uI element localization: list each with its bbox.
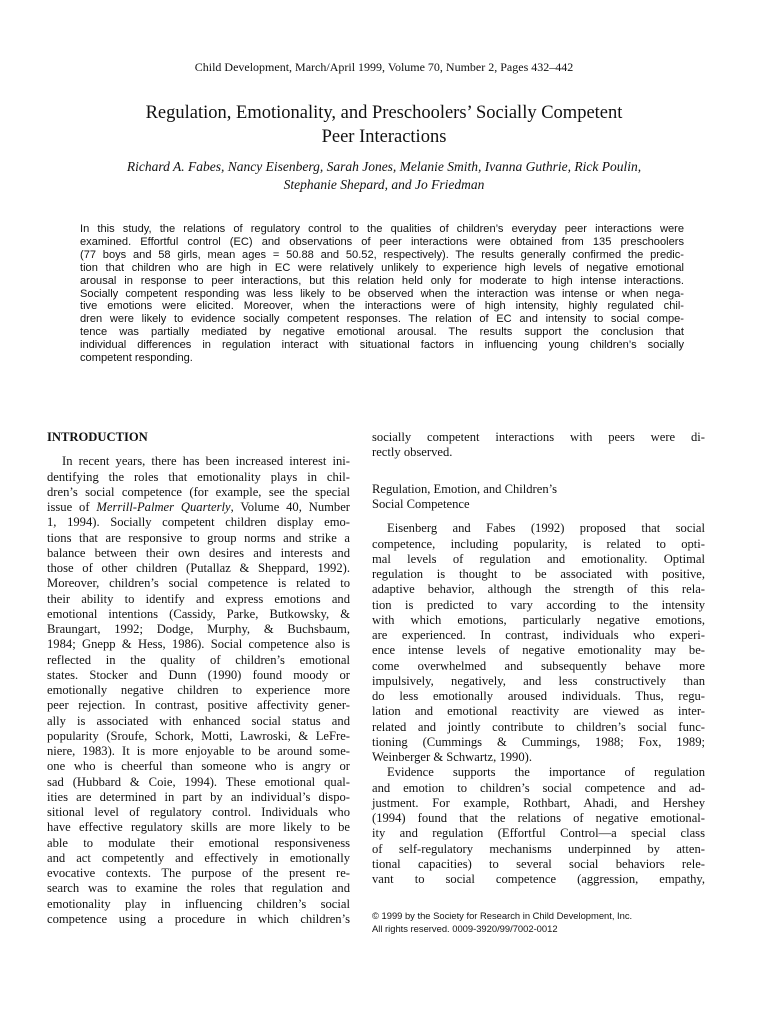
body-line: have effective regulatory skills are more likely to be — [47, 820, 350, 835]
author-list — [60, 158, 708, 193]
body-line: ally is associated with enhanced social status and — [47, 713, 350, 728]
body-line: ence intense levels of negative emotionality may be- — [372, 643, 705, 658]
spacer — [372, 461, 705, 476]
body-line: evocative contexts. The purpose of the present re- — [47, 866, 350, 880]
copyright-line: © 1999 by the Society for Research in Child Development, Inc. — [372, 910, 633, 921]
body-line: 1, 1994). Socially competent children display emo- — [47, 515, 350, 530]
body-line: 1984; Gnepp & Hess, 1986). Social competence also is — [47, 637, 350, 652]
body-line: regulation is thought to be associated with positive, — [372, 567, 705, 581]
subsection-heading: Social Competence — [372, 497, 470, 511]
body-line: and act competently and effectively in emotionally — [47, 850, 350, 865]
body-line: popularity (Sroufe, Schork, Motti, Lawroski, & LeFre- — [47, 728, 350, 743]
journal-name: Merrill-Palmer Quarterly — [96, 500, 231, 514]
body-line: tion is predicted to vary according to the intensity — [372, 597, 705, 612]
body-line: one who is cheerful than someone who is angry or — [47, 759, 350, 774]
body-line: Eisenberg and Fabes (1992) proposed that social — [387, 521, 705, 536]
body-line: emotionality play in influencing children’s social — [47, 896, 350, 911]
abstract — [80, 223, 684, 365]
abstract-line: dren were likely to evidence socially competent responses. The relation of EC and intensity to social compe- — [80, 313, 684, 326]
spacer — [372, 512, 705, 521]
section-heading-introduction: INTRODUCTION — [47, 430, 148, 444]
body-line: related and jointly contribute to children’s social func- — [372, 719, 705, 734]
title-line: Peer Interactions — [321, 127, 447, 147]
spacer — [47, 445, 350, 454]
body-line: dentifying the roles that emotionality plays in chil- — [47, 469, 350, 484]
body-text: issue of — [47, 500, 97, 514]
body-line: their ability to identify and express emotions and — [47, 591, 350, 606]
abstract-line: examined. Effortful control (EC) and observations of peer interactions were obtained from 135 preschoolers — [80, 235, 684, 248]
abstract-line: (77 boys and 58 girls, mean ages = 50.88 and 50.52, respectively). The results generally confirmed the predic- — [80, 248, 684, 261]
body-line: competence, including popularity, is related to opti- — [372, 536, 705, 551]
body-line: competence using a procedure in which children’s — [47, 911, 350, 926]
body-line: niere, 1983). It is more enjoyable to be around some- — [47, 744, 350, 758]
body-line: justment. For example, Rothbart, Ahadi, and Hershey — [372, 795, 705, 810]
body-line: Braungart, 1992; Dodge, Murphy, & Buchsbaum, — [47, 622, 350, 636]
body-line: search was to examine the roles that regulation and — [47, 881, 350, 896]
body-line: peer rejection. In contrast, positive affectivity gener- — [47, 698, 350, 713]
body-line: ity and regulation (Effortful Control—a special class — [372, 826, 705, 841]
body-line: Weinberger & Schwartz, 1990). — [372, 750, 532, 764]
title-line: Regulation, Emotionality, and Preschoolers’ Socially Competent — [145, 103, 623, 123]
abstract-line: competent responding. — [80, 352, 193, 365]
abstract-line: tion that children who are high in EC were relatively unlikely to experience high levels of negative emotional — [80, 261, 684, 274]
body-line: sad (Hubbard & Coie, 1994). These emotional qual- — [47, 774, 350, 789]
left-column — [47, 430, 350, 927]
subsection-heading: Regulation, Emotion, and Children’s — [372, 481, 558, 496]
body-text: , Volume 40, Number — [230, 500, 350, 514]
abstract-line: Socially competent responding was less likely to be observed when the interaction was intense or when nega- — [80, 287, 684, 300]
rights-line: All rights reserved. 0009-3920/99/7002-0012 — [372, 923, 558, 934]
body-line: of self-regulatory mechanisms underpinned by atten- — [372, 841, 705, 856]
body-line: emotionally negative children to experience more — [47, 683, 350, 697]
body-line: those of other children (Putallaz & Sheppard, 1992). — [47, 561, 350, 575]
body-line: lation and emotional reactivity are viewed as inter- — [372, 704, 705, 719]
body-line: Moreover, children’s social competence is related to — [47, 576, 350, 591]
body-line: tional capacities) to several social behaviors rele- — [372, 856, 705, 871]
abstract-line: tive emotions were elicited. Moreover, when the interactions were of high intensity, highly regulated chil- — [80, 300, 684, 313]
body-line: able to modulate their emotional responsiveness — [47, 835, 350, 850]
body-line: sitional level of regulatory control. Individuals who — [47, 805, 350, 819]
right-column — [372, 430, 705, 887]
body-line: reflected in the quality of children’s emotional — [47, 652, 350, 667]
body-line: impulsively, negatively, and less constructively than — [372, 673, 705, 688]
body-line: In recent years, there has been increased interest ini- — [62, 454, 350, 469]
body-line: mal levels of regulation and emotionality. Optimal — [372, 551, 705, 566]
abstract-line: arousal in response to peer interactions, but this relation held only for moderate to high intense interactions. — [80, 274, 684, 287]
body-line: (1994) found that the relations of negative emotional- — [372, 811, 705, 825]
body-line: Evidence supports the importance of regulation — [387, 765, 705, 780]
body-line: emotional intentions (Cassidy, Parke, Butkowsky, & — [47, 606, 350, 621]
abstract-line: In this study, the relations of regulatory control to the qualities of children’s everyday peer interactions were — [80, 223, 684, 235]
body-line: and emotion to children’s social competence and ad- — [372, 780, 705, 795]
authors-line: Stephanie Shepard, and Jo Friedman — [283, 176, 485, 192]
body-line: do less emotionally aroused individuals. Thus, regu- — [372, 689, 705, 703]
copyright-footer — [372, 909, 705, 935]
article-title — [60, 101, 708, 149]
body-line: ities are determined in part by an individual’s dispo- — [47, 789, 350, 804]
body-line: vant to social competence (aggression, empathy, — [372, 872, 705, 886]
body-line: socially competent interactions with peers were di- — [372, 430, 705, 444]
body-line: adaptive behavior, although the strength of this rela- — [372, 582, 705, 597]
body-line: dren’s social competence (for example, see the special — [47, 484, 350, 499]
authors-line: Richard A. Fabes, Nancy Eisenberg, Sarah Jones, Melanie Smith, Ivanna Guthrie, Rick Poulin, — [126, 159, 642, 174]
body-line: states. Stocker and Dunn (1990) found moody or — [47, 667, 350, 682]
body-line: rectly observed. — [372, 445, 453, 460]
journal-citation: Child Development, March/April 1999, Volume 70, Number 2, Pages 432–442 — [194, 60, 574, 74]
body-line: balance between their own desires and interests and — [47, 545, 350, 560]
body-line: with which emotions, particularly negative emotions, — [372, 612, 705, 627]
body-line: come overwhelmed and subsequently behave more — [372, 658, 705, 673]
body-line-with-journal — [47, 500, 350, 515]
abstract-line: tence was partially mediated by negative emotional arousal. The results support the conclusion that — [80, 326, 684, 339]
body-line: are experienced. In contrast, individuals who experi- — [372, 628, 705, 642]
body-line: tioning (Cummings & Cummings, 1988; Fox, 1989; — [372, 734, 705, 749]
abstract-line: individual differences in regulation interact with situational factors in influencing young children’s socially — [80, 339, 684, 352]
body-line: tions that are responsive to group norms and strike a — [47, 530, 350, 545]
